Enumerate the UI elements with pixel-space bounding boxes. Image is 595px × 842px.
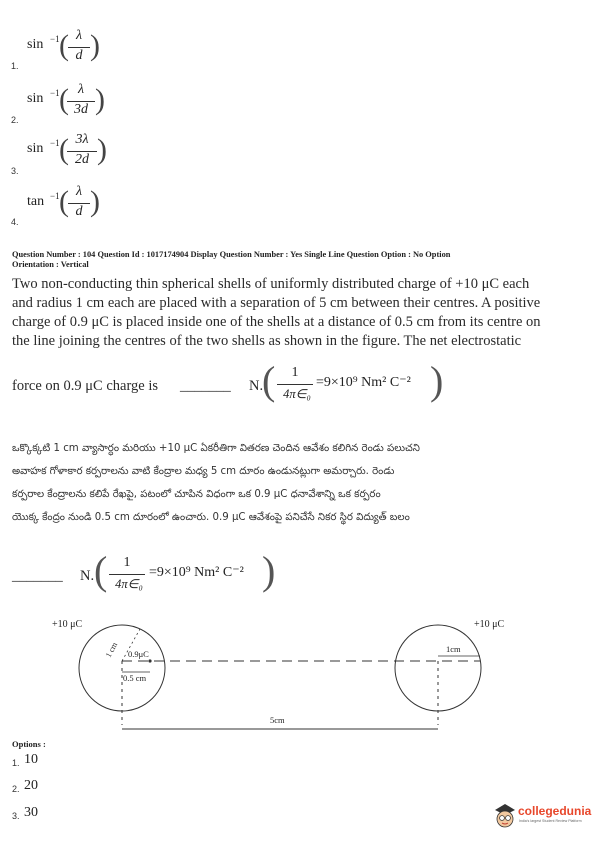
offset-label: 0.5 cm [123,673,147,683]
option-number: 4. [11,217,19,227]
question-last-line-telugu [12,548,312,602]
function-exponent: −1 [50,34,60,44]
right-paren: ) [90,29,100,62]
given-numerator: 1 [123,555,131,570]
answer-blank: _______ [180,378,231,394]
brand-name: collegedunia [518,804,592,818]
function-name: sin [27,141,44,156]
shells-figure [0,610,595,735]
fraction-numerator: λ [77,82,85,97]
unit-label: N. [249,378,264,394]
option-value: 20 [24,778,38,793]
option-number: 1. [12,758,20,768]
option-value: 10 [24,752,38,767]
option-number: 3. [11,166,19,176]
point-charge-dot [148,659,151,662]
given-value: =9×10⁹ Nm² C⁻² [149,565,244,580]
left-paren: ( [59,133,69,166]
unit-label: N. [80,568,95,584]
brand-tagline: India's largest Student Review Platform [519,819,582,823]
left-paren: ( [59,29,69,62]
option-number: 1. [11,61,19,71]
left-paren: ( [94,548,108,593]
option-number: 2. [12,784,20,794]
brand-logo [492,798,592,838]
given-denominator: 4π∈₀ [115,577,143,591]
fraction-numerator: 3λ [75,132,89,147]
options-heading: Options : [12,739,46,749]
question-meta-line-1: Question Number : 104 Question Id : 1017174904 Display Question Number : Yes Single Line Question Option : No Option [12,250,451,259]
option-number: 3. [12,811,20,821]
question-line: and radius 1 cm each are placed with a separation of 5 cm between their centres. A positive [12,295,541,311]
left-shell-charge-label: +10 μC [52,619,83,630]
fraction-denominator: 2d [75,152,89,167]
function-name: sin [27,37,44,52]
question-line-telugu: కర్పరాల కేంద్రాలను కలిపే రేఖపై, పటంలో చూపిన విధంగా ఒక 0.9 μC ధనావేశాన్ని ఒక కర్పరం [12,489,381,500]
right-paren: ) [90,185,100,218]
question-text-telugu [12,437,587,529]
mascot-icon [492,800,518,830]
right-paren: ) [97,133,107,166]
fraction-denominator: d [75,48,83,63]
point-charge-label: 0.9μC [128,649,149,659]
function-exponent: −1 [50,88,60,98]
question-last-line-english [12,360,572,410]
question-line: Two non-conducting thin spherical shells of uniformly distributed charge of +10 μC each [12,276,530,292]
right-paren: ) [262,548,276,593]
right-paren: ) [95,83,105,116]
separation-label: 5cm [270,715,285,725]
question-line-telugu: ఒక్కొక్కటి 1 cm వ్యాసార్ధం మరియు +10 μC ఏకరీతిగా వితరణ చెందిన ఆవేశం కలిగిన రెండు పలుచని [12,443,420,454]
function-name: sin [27,91,44,106]
prev-option-2 [0,80,140,128]
left-paren: ( [262,358,276,403]
prev-option-1 [0,26,140,74]
fraction-numerator: λ [75,184,83,199]
options-section [12,739,46,749]
option-value: 30 [24,805,38,820]
right-shell-charge-label: +10 μC [474,619,505,630]
question-text-english [12,275,575,351]
fraction-denominator: d [75,204,83,219]
prev-option-4 [0,182,140,230]
question-line: force on 0.9 μC charge is [12,378,159,394]
fraction-numerator: λ [75,28,83,43]
given-numerator: 1 [291,365,299,380]
function-name: tan [27,194,45,209]
fraction-bar [277,384,313,385]
function-exponent: −1 [50,191,60,201]
question-meta [12,250,587,270]
question-line: the line joining the centres of the two shells as shown in the figure. The net electrostatic [12,333,522,349]
answer-blank: _______ [12,568,63,584]
right-radius-label: 1cm [446,644,461,654]
fraction-bar [109,574,145,575]
given-denominator: 4π∈₀ [283,387,311,401]
right-paren: ) [430,358,444,403]
fraction-denominator: 3d [74,102,88,117]
question-line: charge of 0.9 μC is placed inside one of the shells at a distance of 0.5 cm from its centre on [12,314,541,330]
question-line-telugu: అవాహక గోళాకార కర్పరాలను వాటి కేంద్రాల మధ్య 5 cm దూరం ఉండునట్లుగా అమర్చారు. రెండు [12,466,395,477]
prev-option-3 [0,130,140,178]
question-meta-line-2: Orientation : Vertical [12,260,89,269]
question-line-telugu: యొక్క కేంద్రం నుండి 0.5 cm దూరంలో ఉంచారు. 0.9 μC ఆవేశంపై పనిచేసే నికర స్థిర విద్యుత్ బలం [12,512,410,523]
option-number: 2. [11,115,19,125]
given-value: =9×10⁹ Nm² C⁻² [316,375,411,390]
left-paren: ( [59,83,69,116]
left-paren: ( [59,185,69,218]
function-exponent: −1 [50,138,60,148]
left-radius-label: 1 cm [103,640,120,659]
